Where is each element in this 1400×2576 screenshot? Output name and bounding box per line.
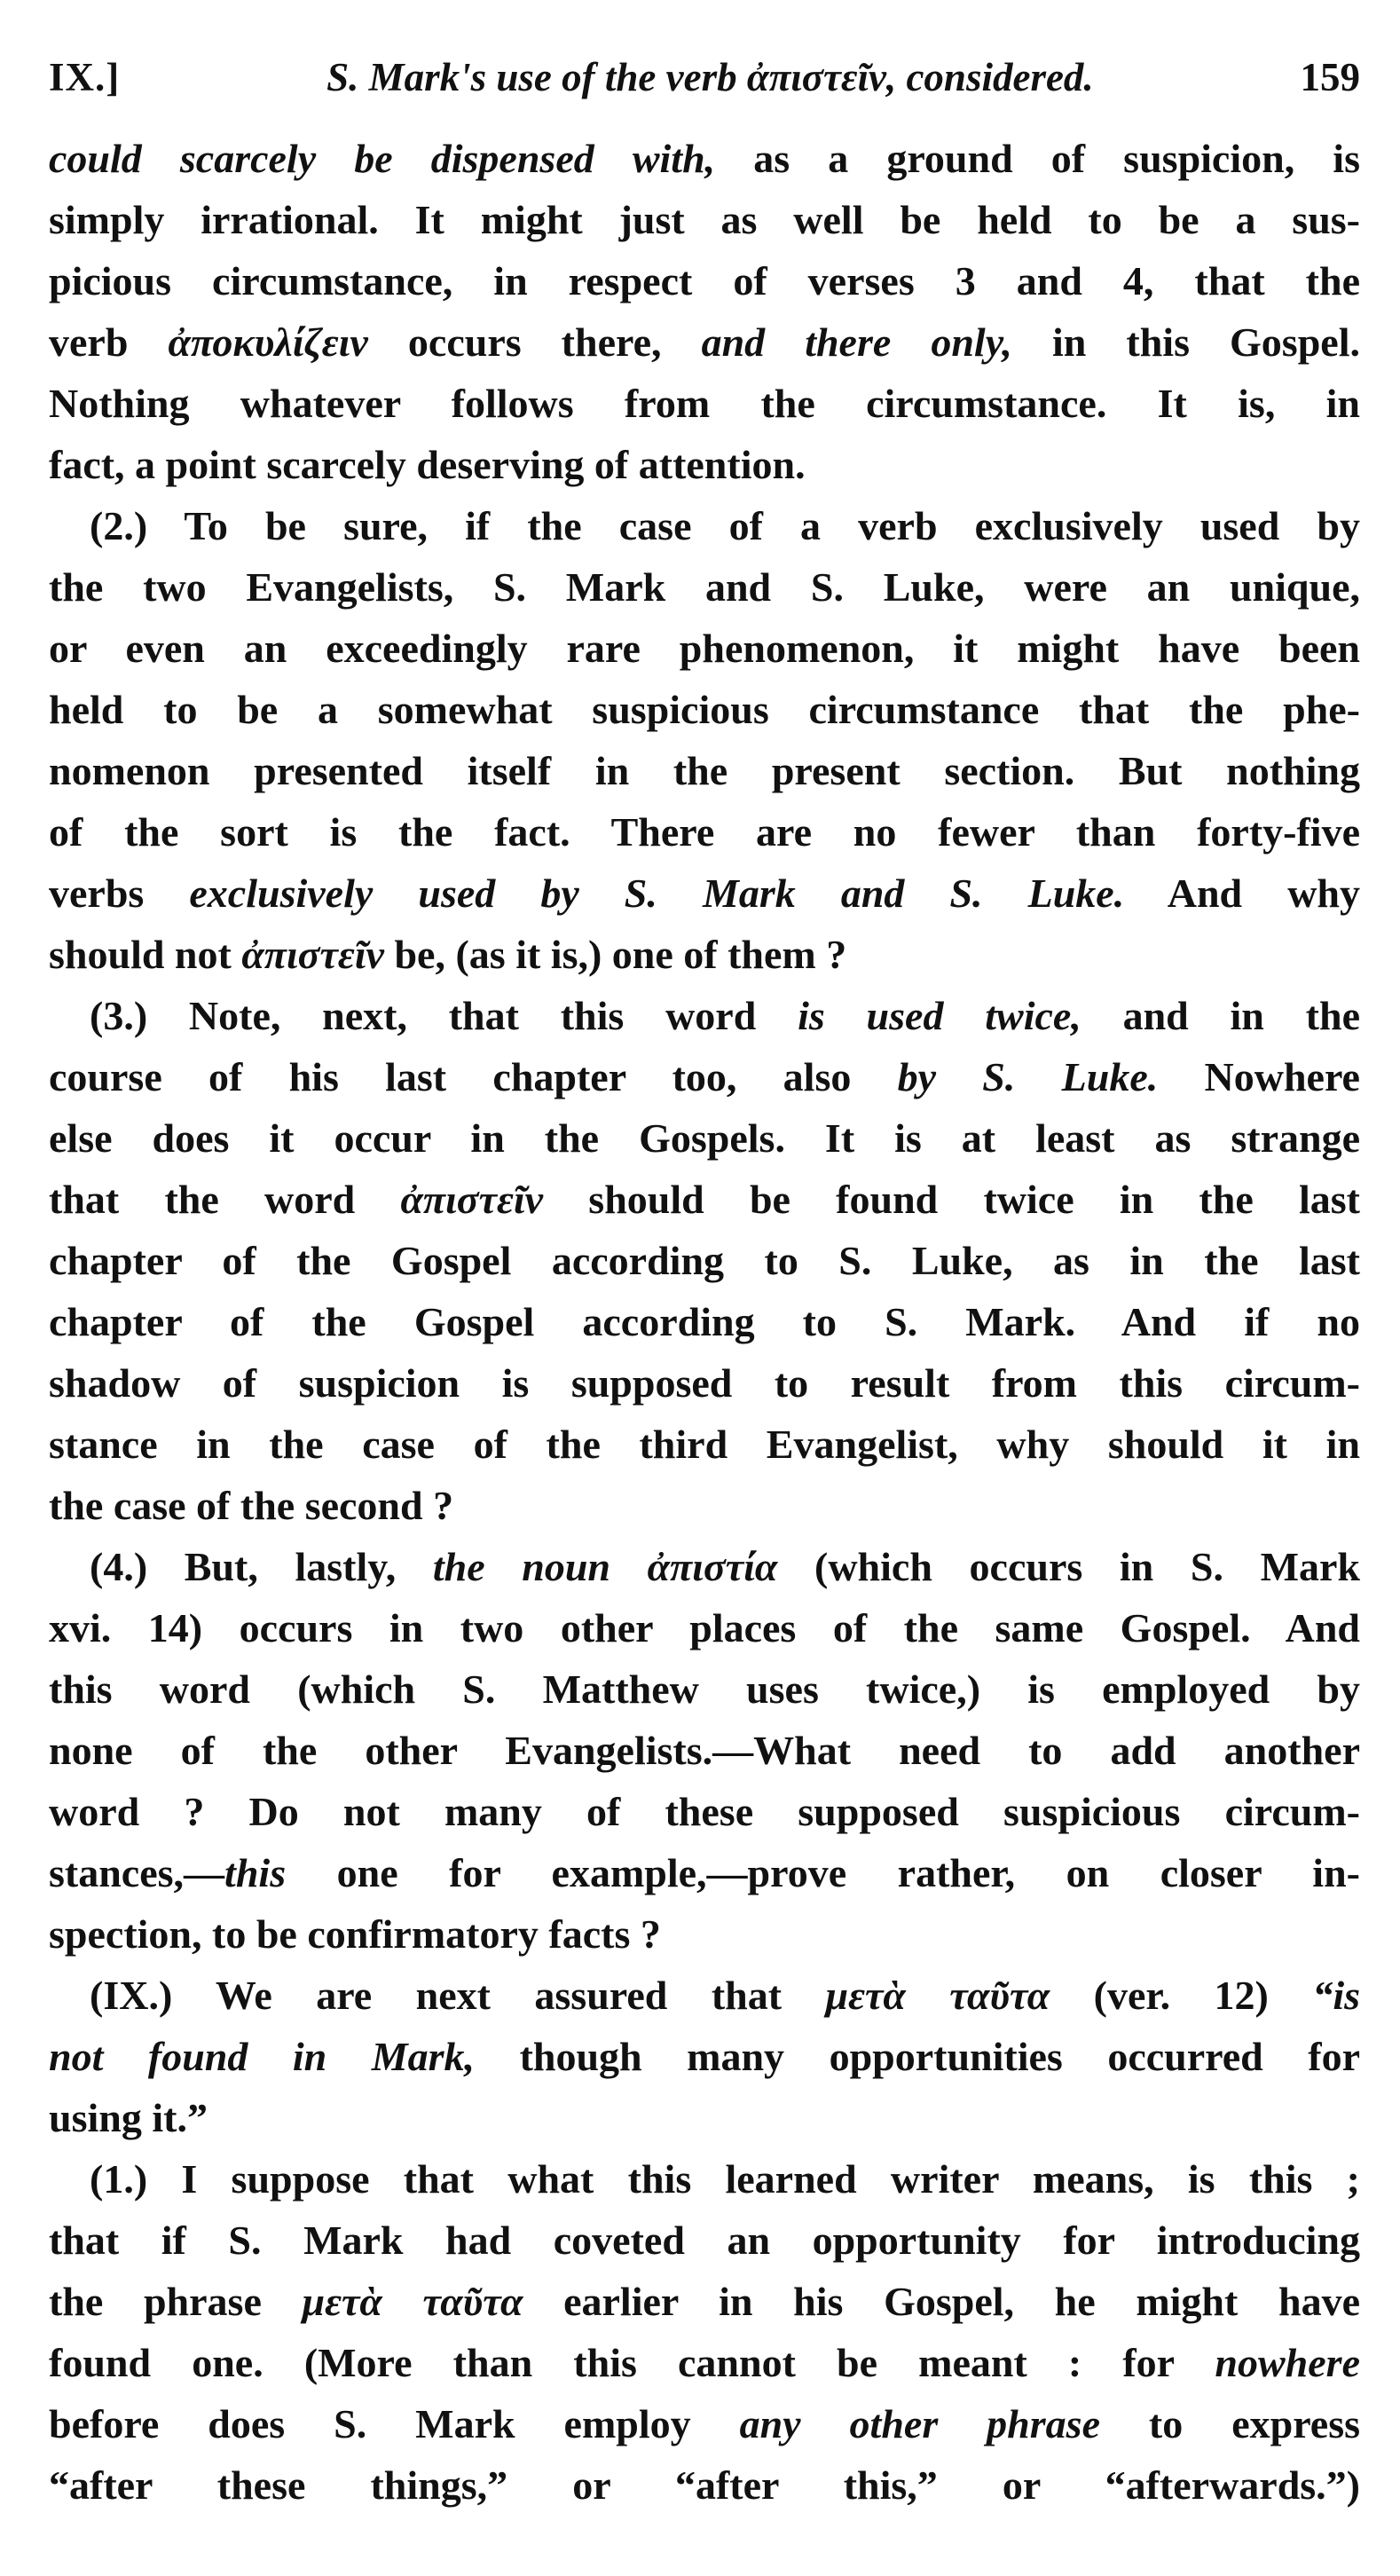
- text-line: [49, 985, 1360, 1046]
- text-segment: the two Evangelists, S. Mark and S. Luke, were an unique,: [49, 564, 1360, 610]
- text-segment: should be found twice in the last: [543, 1177, 1360, 1222]
- running-title: S. Mark's use of the verb ἀπιστεῖν, considered.: [326, 55, 1094, 99]
- text-segment: stance in the case of the third Evangelist, why should it in: [49, 1422, 1360, 1467]
- text-line: [49, 2393, 1360, 2454]
- text-line: [49, 1965, 1360, 2026]
- text-segment: the phrase: [49, 2279, 303, 2324]
- italic-text: is used twice,: [798, 993, 1081, 1038]
- text-segment: though many opportunities occurred for: [475, 2034, 1361, 2079]
- text-segment: should not: [49, 932, 242, 977]
- text-line: [49, 2271, 1360, 2332]
- text-segment: (3.) Note, next, that this word: [90, 993, 798, 1038]
- italic-text: “is: [1312, 1973, 1360, 2018]
- text-segment: verbs: [49, 870, 190, 916]
- italic-text: ἀπιστεῖν: [241, 932, 384, 977]
- italic-text: ἀποκυλίζειν: [168, 319, 368, 365]
- text-segment: (ver. 12): [1050, 1973, 1313, 2018]
- text-segment: And why: [1124, 870, 1360, 916]
- italic-text: μετὰ ταῦτα: [302, 2279, 523, 2324]
- italic-text: μετὰ ταῦτα: [825, 1973, 1050, 2018]
- running-header: [49, 51, 1360, 103]
- text-line: [49, 1169, 1360, 1230]
- text-segment: the case of the second ?: [49, 1483, 454, 1528]
- text-line: [49, 801, 1360, 863]
- text-segment: simply irrational. It might just as well be held to be a sus-: [49, 197, 1360, 242]
- text-segment: chapter of the Gospel according to S. Luke, as in the last: [49, 1238, 1360, 1283]
- text-line: [49, 1352, 1360, 1414]
- text-segment: chapter of the Gospel according to S. Mark. And if no: [49, 1299, 1360, 1344]
- text-line: [49, 1291, 1360, 1352]
- text-segment: stances,—: [49, 1850, 225, 1895]
- text-line: [49, 495, 1360, 556]
- text-segment: as a ground of suspicion, is: [715, 136, 1360, 181]
- text-segment: “after these things,” or “after this,” or “afterwards.”): [49, 2462, 1360, 2508]
- text-segment: else does it occur in the Gospels. It is at least as strange: [49, 1115, 1360, 1161]
- text-line: [49, 128, 1360, 189]
- text-line: [49, 618, 1360, 679]
- text-segment: that the word: [49, 1177, 401, 1222]
- text-segment: held to be a somewhat suspicious circumstance that the phe-: [49, 687, 1360, 732]
- text-line: [49, 250, 1360, 311]
- italic-text: not found in Mark,: [49, 2034, 476, 2079]
- text-segment: (4.) But, lastly,: [90, 1544, 433, 1589]
- text-line: [49, 1597, 1360, 1658]
- italic-text: this: [224, 1850, 287, 1895]
- italic-text: by S. Luke.: [897, 1054, 1159, 1099]
- text-line: [49, 679, 1360, 740]
- text-segment: (IX.) We are next assured that: [90, 1973, 826, 2018]
- text-segment: Nowhere: [1158, 1054, 1360, 1099]
- text-line: [49, 2026, 1360, 2087]
- text-line: [49, 189, 1360, 250]
- text-line: [49, 2087, 1360, 2148]
- italic-text: nowhere: [1215, 2340, 1360, 2385]
- text-segment: course of his last chapter too, also: [49, 1054, 898, 1099]
- text-segment: using it.”: [49, 2095, 208, 2140]
- text-line: [49, 2454, 1360, 2516]
- italic-text: any other phrase: [739, 2401, 1100, 2446]
- text-line: [49, 1720, 1360, 1781]
- text-segment: (2.) To be sure, if the case of a verb exclusively used by: [90, 503, 1360, 548]
- text-segment: Nothing whatever follows from the circumstance. It is, in: [49, 381, 1360, 426]
- italic-text: exclusively used by S. Mark and S. Luke.: [189, 870, 1125, 916]
- text-segment: this word (which S. Matthew uses twice,) is employed by: [49, 1666, 1360, 1712]
- text-line: [49, 434, 1360, 495]
- text-line: [49, 311, 1360, 373]
- text-line: [49, 1107, 1360, 1169]
- text-segment: (1.) I suppose that what this learned writer means, is this ;: [90, 2156, 1360, 2202]
- text-segment: found one. (More than this cannot be meant : for: [49, 2340, 1215, 2385]
- text-line: [49, 1842, 1360, 1903]
- text-segment: occurs there,: [367, 319, 702, 365]
- text-segment: nomenon presented itself in the present section. But nothing: [49, 748, 1360, 793]
- text-line: [49, 1781, 1360, 1842]
- text-line: [49, 1414, 1360, 1475]
- text-segment: one for example,—prove rather, on closer in-: [286, 1850, 1360, 1895]
- italic-text: could scarcely be dispensed with,: [49, 136, 716, 181]
- text-line: [49, 1658, 1360, 1720]
- text-line: [49, 863, 1360, 924]
- text-line: [49, 1475, 1360, 1536]
- body-text: [49, 128, 1360, 2516]
- text-line: [49, 2148, 1360, 2210]
- text-line: [49, 373, 1360, 434]
- text-segment: word ? Do not many of these supposed suspicious circum-: [49, 1789, 1360, 1834]
- text-segment: fact, a point scarcely deserving of attention.: [49, 442, 806, 487]
- text-line: [49, 1230, 1360, 1291]
- text-segment: none of the other Evangelists.—What need to add another: [49, 1728, 1360, 1773]
- book-page: [49, 51, 1360, 2516]
- text-segment: and in the: [1081, 993, 1360, 1038]
- italic-text: the noun ἀπιστία: [432, 1544, 778, 1589]
- text-segment: (which occurs in S. Mark: [777, 1544, 1361, 1589]
- italic-text: and there only,: [701, 319, 1012, 365]
- chapter-section-marker: IX.]: [49, 55, 121, 99]
- text-segment: of the sort is the fact. There are no fewer than forty-five: [49, 809, 1360, 855]
- text-segment: before does S. Mark employ: [49, 2401, 740, 2446]
- text-segment: to express: [1099, 2401, 1361, 2446]
- text-segment: shadow of suspicion is supposed to result from this circum-: [49, 1360, 1360, 1406]
- text-segment: that if S. Mark had coveted an opportunity for introducing: [49, 2218, 1360, 2263]
- text-segment: verb: [49, 319, 169, 365]
- text-line: [49, 1903, 1360, 1965]
- italic-text: ἀπιστεῖν: [400, 1177, 544, 1222]
- text-line: [49, 1046, 1360, 1107]
- text-line: [49, 556, 1360, 618]
- text-line: [49, 924, 1360, 985]
- text-line: [49, 2210, 1360, 2271]
- text-segment: in this Gospel.: [1011, 319, 1360, 365]
- text-segment: earlier in his Gospel, he might have: [523, 2279, 1360, 2324]
- text-segment: xvi. 14) occurs in two other places of the same Gospel. And: [49, 1605, 1360, 1650]
- text-line: [49, 1536, 1360, 1597]
- text-segment: be, (as it is,) one of them ?: [383, 932, 847, 977]
- page-number: 159: [1300, 55, 1360, 99]
- text-line: [49, 2332, 1360, 2393]
- text-segment: picious circumstance, in respect of verses 3 and 4, that the: [49, 258, 1360, 303]
- text-segment: spection, to be confirmatory facts ?: [49, 1911, 661, 1957]
- text-segment: or even an exceedingly rare phenomenon, it might have been: [49, 626, 1360, 671]
- text-line: [49, 740, 1360, 801]
